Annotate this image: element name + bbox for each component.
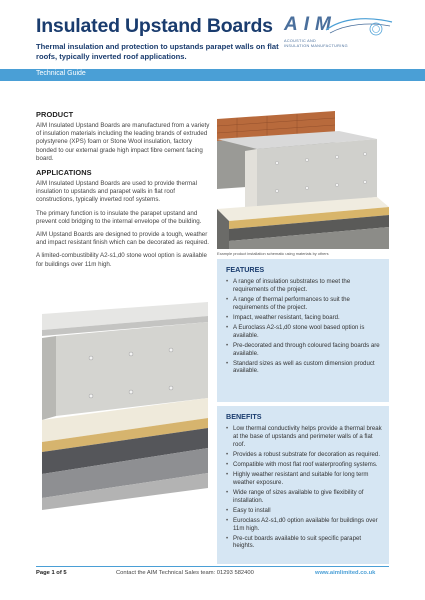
list-item: • A range of thermal performances to suit the requirements of the project. (226, 296, 383, 312)
list-item: • A Euroclass A2-s1,d0 stone wool based option is available. (226, 324, 383, 340)
list-item: • Impact, weather resistant, facing board. (226, 314, 383, 322)
applications-paragraph: The primary function is to insulate the parapet upstand and prevent cold bridging to the internal envelope of the building. (36, 209, 202, 225)
product-installation-image (217, 111, 389, 249)
page-header (0, 0, 425, 70)
list-item: • Pre-decorated and through coloured facing boards are available. (226, 342, 383, 358)
benefits-panel (217, 406, 389, 564)
benefits-heading: BENEFITS (226, 412, 262, 421)
logo-swoosh-icon (322, 16, 394, 38)
product-heading: PRODUCT (36, 110, 74, 119)
product-text: AIM Insulated Upstand Boards are manufactured from a variety of insulation materials including the leading brands of extruded polystyrene (XPS) foam or Stone Wool insulation, factory bonded to our external grade high impact fibre cement facing board. (36, 122, 210, 162)
page-number: Page 1 of 5 (36, 570, 67, 576)
list-item: • Low thermal conductivity helps provide a thermal break at the base of upstands and perimeter walls of a flat roof. (226, 425, 383, 448)
list-item: • Wide range of sizes available to give flexibility of installation. (226, 489, 383, 505)
list-item: • Provides a robust substrate for decoration as required. (226, 451, 383, 459)
list-item: • A range of insulation substrates to meet the requirements of the project. (226, 278, 383, 294)
page-subtitle: Thermal insulation and protection to upstands parapet walls on flat roofs, typically inverted roof applications. (36, 42, 279, 61)
website-link[interactable]: www.aimlimited.co.uk (315, 570, 376, 576)
list-item: • Standard sizes as well as custom dimension product available. (226, 360, 383, 376)
footer-divider (36, 566, 389, 567)
applications-paragraph: AIM Insulated Upstand Boards are used to provide thermal insulation to upstands and parapet walls in flat roof constructions, typically inverted roof systems. (36, 180, 197, 204)
logo-tagline-2: INSULATION MANUFACTURING (284, 44, 348, 48)
list-item: • Easy to install (226, 507, 383, 515)
technical-guide-bar (0, 69, 425, 81)
technical-guide-label: Technical Guide (36, 70, 86, 77)
features-heading: FEATURES (226, 265, 265, 274)
features-panel (217, 259, 389, 402)
product-detail-image (36, 298, 212, 510)
left-column (36, 110, 212, 274)
footer-contact: Contact the AIM Technical Sales team: 01293 582400 (116, 570, 254, 576)
list-item: • Compatible with most flat roof waterproofing systems. (226, 461, 383, 469)
benefits-list (217, 423, 389, 550)
logo-wordmark: AIM (284, 14, 337, 35)
applications-heading: APPLICATIONS (36, 168, 92, 178)
features-list (217, 276, 389, 375)
list-item: • Euroclass A2-s1,d0 option available for buildings over 11m high. (226, 517, 383, 533)
logo-tagline-1: ACOUSTIC AND (284, 39, 317, 43)
applications-paragraph: AIM Upstand Boards are designed to provide a tough, weather and impact resistant finish which can be decorated as required. (36, 231, 210, 247)
image-caption: Example product installation schematic using materials by others (217, 251, 329, 256)
aim-logo (284, 14, 394, 56)
applications-paragraph: A limited-combustibility A2-s1,d0 stone wool option is available for buildings over 11m high. (36, 252, 207, 268)
page-title: Insulated Upstand Boards (36, 15, 273, 37)
list-item: • Pre-cut boards available to suit specific parapet heights. (226, 535, 383, 551)
list-item: • Highly weather resistant and suitable for long term weather exposure. (226, 471, 383, 487)
